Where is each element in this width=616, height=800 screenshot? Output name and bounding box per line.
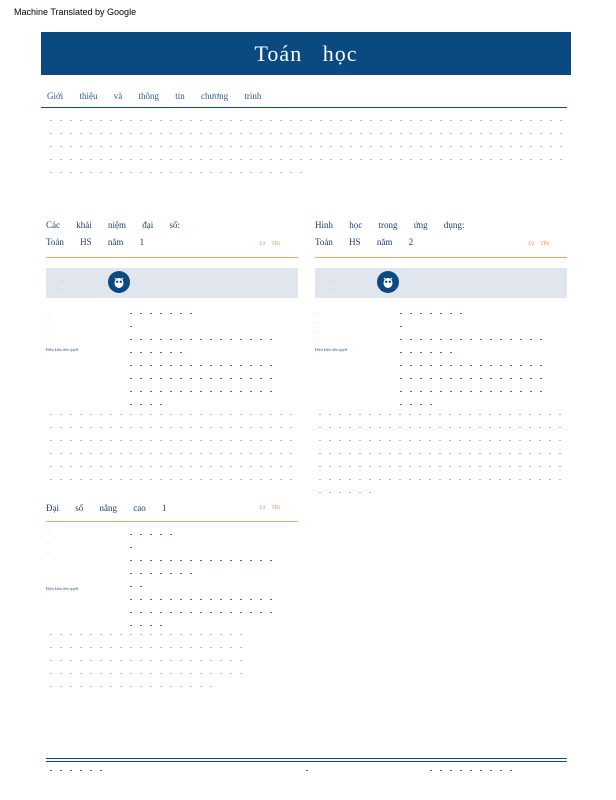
course-3-credits: 1/2 TÍN xyxy=(259,506,280,511)
course-1-credits: 1/2 TÍN xyxy=(259,242,280,247)
course-3-fields: · · · · · · · · Điều kiện tiên quyết · xyxy=(46,532,79,600)
page-title: Toán học xyxy=(254,40,358,66)
course-1-title xyxy=(46,217,180,251)
course-1-prereq-label: Điều kiện tiên quyết xyxy=(46,347,79,352)
title-banner xyxy=(41,32,571,75)
course-3-details xyxy=(126,534,276,638)
footer-right-text xyxy=(426,770,516,783)
course-2-prereq-label: Điều kiện tiên quyết xyxy=(315,347,348,352)
course-1-title-line1: Các khái niệm đại số: xyxy=(46,220,180,230)
course-1-description xyxy=(46,414,296,492)
intro-paragraph xyxy=(46,120,566,185)
course-1-fields: · · · · · · · · Điều kiện tiên quyết · xyxy=(46,311,79,361)
course-2-title-line2: Toán HS năm 2 xyxy=(315,237,414,247)
course-2-fields: · · · · · · · · Điều kiện tiên quyết · xyxy=(315,311,348,361)
course-2-divider xyxy=(315,257,567,258)
intro-heading: Giới thiệu và thông tin chương trình xyxy=(47,91,262,101)
course-3-description xyxy=(46,634,246,699)
course-2-description xyxy=(315,414,565,505)
course-3-prereq-label: Điều kiện tiên quyết xyxy=(46,586,79,591)
footer-page-number xyxy=(302,770,308,783)
course-2-credits: 2/2 TÍN xyxy=(528,242,549,247)
owl-icon xyxy=(377,271,399,293)
footer-divider xyxy=(46,758,567,759)
course-2-title-line1: Hình học trong ứng dụng: xyxy=(315,220,465,230)
course-2-info-panel xyxy=(315,268,567,298)
course-2-details xyxy=(396,313,546,417)
owl-icon xyxy=(108,271,130,293)
course-1-title-line2: Toán HS năm 1 xyxy=(46,237,145,247)
course-1-details xyxy=(126,313,276,417)
course-3-divider xyxy=(46,521,298,522)
footer-left-text xyxy=(46,770,106,783)
machine-translated-label: Machine Translated by Google xyxy=(14,7,137,17)
course-2-title xyxy=(315,217,464,251)
course-1-panel-text: · · · · xyxy=(60,278,64,292)
intro-divider xyxy=(41,107,567,108)
course-3-title-line1: Đại số nâng cao 1 xyxy=(46,503,167,513)
course-2-panel-text: · · · · xyxy=(329,278,333,292)
footer-divider-2 xyxy=(46,761,567,762)
course-3-title xyxy=(46,500,166,517)
course-1-info-panel xyxy=(46,268,298,298)
course-1-divider xyxy=(46,257,298,258)
